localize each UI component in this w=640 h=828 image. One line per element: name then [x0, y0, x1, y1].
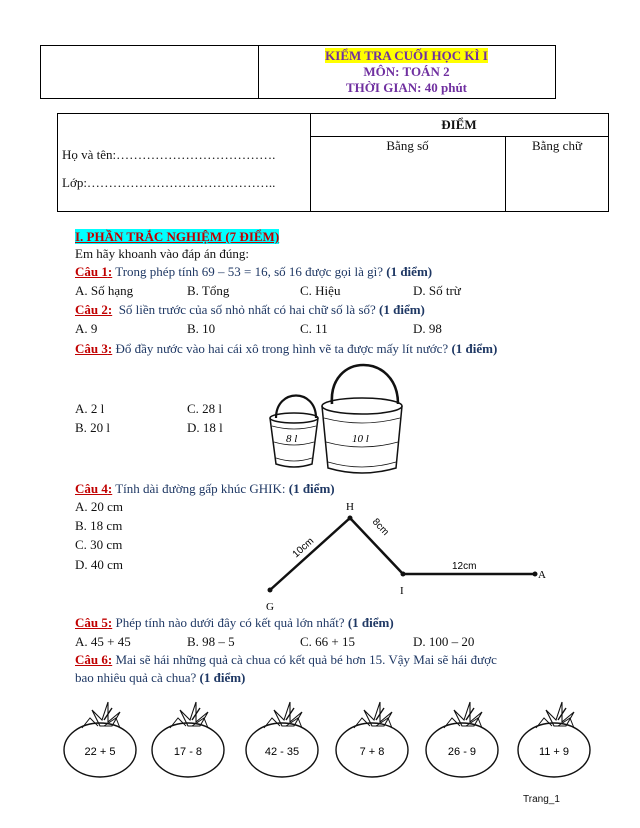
q2-option-c[interactable]: C. 11: [300, 321, 328, 336]
q3-option-d[interactable]: D. 18 l: [187, 420, 223, 435]
buckets-illustration: [258, 358, 418, 476]
small-bucket: [270, 396, 318, 468]
question-4: Câu 4: Tính dài đường gấp khúc GHIK: (1 điểm): [75, 481, 335, 496]
tomato-4-label: 7 + 8: [359, 746, 385, 758]
page-number: Trang_1: [523, 794, 560, 805]
point-h-label: H: [346, 501, 354, 513]
q4-option-c[interactable]: C. 30 cm: [75, 537, 123, 552]
q4-option-a[interactable]: A. 20 cm: [75, 499, 124, 514]
q3-option-c[interactable]: C. 28 l: [187, 401, 223, 416]
q2-option-a[interactable]: A. 9: [75, 321, 98, 336]
tomato-1[interactable]: [64, 702, 136, 777]
tomatoes-row: [60, 696, 600, 782]
tomato-3[interactable]: [246, 702, 318, 777]
tomato-5-label: 26 - 9: [447, 746, 477, 758]
tomato-6[interactable]: [518, 702, 590, 777]
score-number-cell: Bằng số: [310, 136, 506, 211]
segment-gh-label: 10cm: [290, 535, 317, 561]
q5-option-d[interactable]: D. 100 – 20: [413, 634, 475, 649]
large-bucket-label: 10 l: [352, 433, 369, 445]
q4-option-d[interactable]: D. 40 cm: [75, 557, 124, 572]
q5-option-c[interactable]: C. 66 + 15: [300, 634, 356, 649]
section-title: I. PHẦN TRẮC NGHIỆM (7 ĐIỂM): [75, 229, 280, 244]
class-field[interactable]: Lớp:……………………………………..: [62, 175, 276, 190]
tomato-6-label: 11 + 9: [538, 746, 570, 758]
point-g-label: G: [266, 601, 274, 613]
question-6-line-2: bao nhiêu quả cà chua? (1 điểm): [75, 670, 246, 685]
instruction: Em hãy khoanh vào đáp án đúng:: [75, 246, 250, 261]
header-left-cell: [41, 46, 259, 98]
q5-option-b[interactable]: B. 98 – 5: [187, 634, 235, 649]
q1-option-d[interactable]: D. Số trừ: [413, 283, 461, 298]
tomato-2[interactable]: [152, 702, 224, 777]
point-i-label: I: [400, 585, 404, 597]
q1-option-c[interactable]: C. Hiệu: [300, 283, 341, 298]
question-6: Câu 6: Mai sẽ hái những quả cà chua có kết quả bé hơn 15. Vậy Mai sẽ hái được: [75, 652, 497, 667]
tomato-4[interactable]: [336, 702, 408, 777]
polyline-ghia: [270, 518, 535, 590]
header-table: [40, 45, 556, 99]
q2-option-d[interactable]: D. 98: [413, 321, 442, 336]
question-5: Câu 5: Phép tính nào dưới đây có kết quả lớn nhất? (1 điểm): [75, 615, 394, 630]
exam-subject: MÔN: TOÁN 2: [363, 64, 450, 79]
q5-option-a[interactable]: A. 45 + 45: [75, 634, 131, 649]
info-table: [57, 113, 609, 212]
segment-hi-label: 8cm: [369, 516, 391, 538]
small-bucket-label: 8 l: [286, 433, 298, 445]
segment-ia-label: 12cm: [452, 561, 477, 572]
large-bucket: [322, 365, 402, 473]
q3-option-a[interactable]: A. 2 l: [75, 401, 105, 416]
tomato-2-label: 17 - 8: [173, 746, 203, 758]
q2-option-b[interactable]: B. 10: [187, 321, 216, 336]
tomato-1-label: 22 + 5: [84, 746, 116, 758]
exam-title: KIỂM TRA CUỐI HỌC KÌ I: [325, 48, 488, 63]
score-header: ĐIỂM: [310, 114, 608, 137]
tomato-3-label: 42 - 35: [264, 746, 300, 758]
question-2: Câu 2: Số liền trước của số nhỏ nhất có hai chữ số là số? (1 điểm): [75, 302, 425, 317]
point-a-label: A: [538, 569, 546, 581]
q1-option-a[interactable]: A. Số hạng: [75, 283, 134, 298]
header-right-cell: [258, 46, 555, 98]
q4-option-b[interactable]: B. 18 cm: [75, 518, 123, 533]
tomato-5[interactable]: [426, 702, 498, 777]
question-3: Câu 3: Đổ đầy nước vào hai cái xô trong hình vẽ ta được mấy lít nước? (1 điểm): [75, 341, 498, 356]
score-words-cell: Bằng chữ: [531, 138, 582, 153]
q1-option-b[interactable]: B. Tổng: [187, 283, 230, 298]
student-info-cell: [58, 114, 311, 211]
name-field[interactable]: Họ và tên:……………………………….: [62, 147, 276, 162]
question-1: Câu 1: Trong phép tính 69 – 53 = 16, số 16 được gọi là gì? (1 điểm): [75, 264, 433, 279]
q3-option-b[interactable]: B. 20 l: [75, 420, 111, 435]
polyline-figure: [260, 498, 560, 616]
exam-time: THỜI GIAN: 40 phút: [346, 80, 467, 95]
